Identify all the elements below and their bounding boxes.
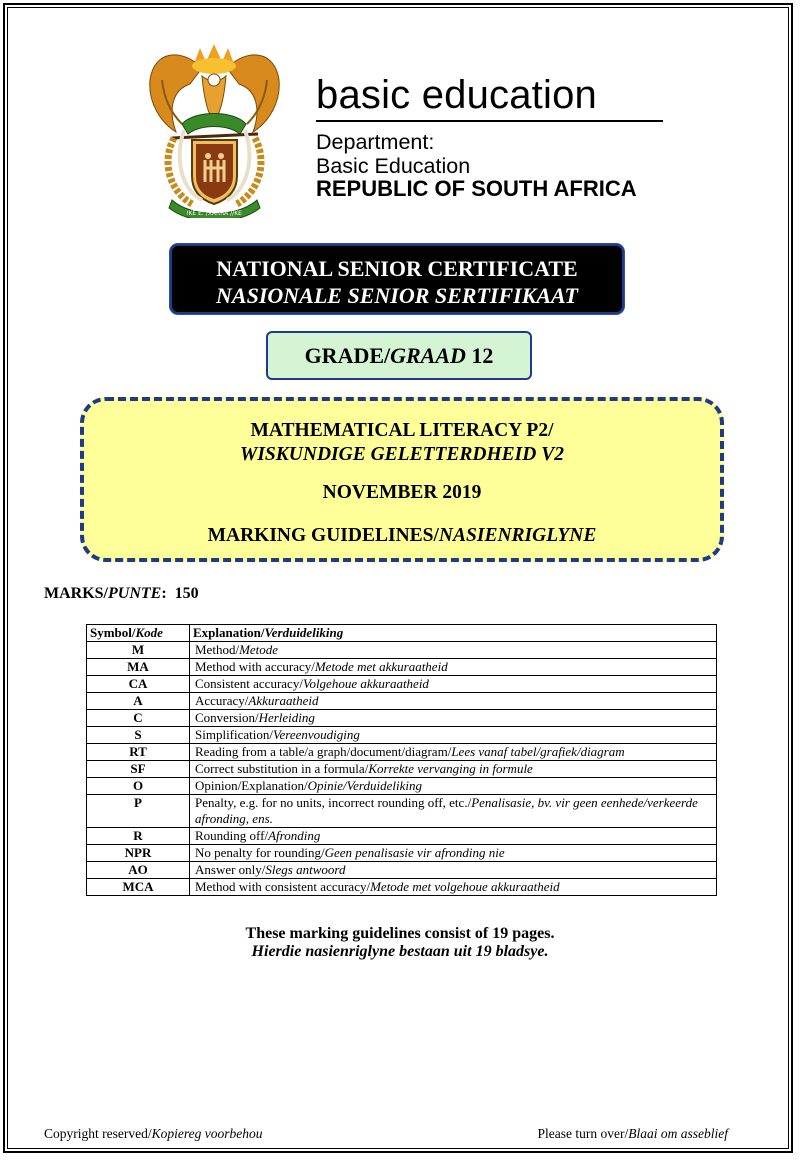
code-symbol: M xyxy=(87,642,190,659)
code-explanation xyxy=(190,828,717,845)
grade-af: GRAAD xyxy=(390,343,466,368)
header-explanation xyxy=(190,625,717,642)
footer-copyright xyxy=(44,1126,262,1142)
footer-left-en: Copyright reserved/ xyxy=(44,1126,152,1141)
table-row xyxy=(87,744,717,761)
code-explanation-en: Conversion/ xyxy=(195,710,259,725)
marks-value: 150 xyxy=(174,585,199,602)
table-row xyxy=(87,862,717,879)
code-explanation xyxy=(190,642,717,659)
code-explanation-en: Rounding off/ xyxy=(195,828,269,843)
department-line-1: Department: xyxy=(316,130,435,154)
page-count-en: These marking guidelines consist of 19 pages. xyxy=(245,925,555,942)
exam-date: NOVEMBER 2019 xyxy=(322,482,482,503)
subject-box xyxy=(80,397,724,562)
table-row xyxy=(87,676,717,693)
code-explanation-en: Accuracy/ xyxy=(195,693,249,708)
page-count-af: Hierdie nasienriglyne bestaan uit 19 bladsye. xyxy=(251,943,549,960)
code-explanation-af: Slegs antwoord xyxy=(265,862,346,877)
code-explanation xyxy=(190,727,717,744)
code-explanation-en: Method with consistent accuracy/ xyxy=(195,879,371,894)
table-row xyxy=(87,659,717,676)
subject-title-af: WISKUNDIGE GELETTERDHEID V2 xyxy=(240,444,564,465)
header-expl-af: Verduideliking xyxy=(264,625,344,640)
table-header-row xyxy=(87,625,717,642)
code-explanation-en: No penalty for rounding/ xyxy=(195,845,325,860)
department-line-3: REPUBLIC OF SOUTH AFRICA xyxy=(316,176,637,201)
code-symbol: S xyxy=(87,727,190,744)
table-row xyxy=(87,642,717,659)
code-explanation-af: Opinie/Verduideliking xyxy=(307,778,422,793)
table-row xyxy=(87,879,717,896)
certificate-title-af: NASIONALE SENIOR SERTIFIKAAT xyxy=(216,283,578,308)
code-explanation xyxy=(190,676,717,693)
department-heading: basic education xyxy=(316,73,597,117)
code-symbol: A xyxy=(87,693,190,710)
marking-codes-table xyxy=(86,624,717,896)
guidelines-en: MARKING GUIDELINES/ xyxy=(207,525,439,546)
table-row xyxy=(87,710,717,727)
marks-label-af: PUNTE xyxy=(108,585,162,602)
table-row xyxy=(87,727,717,744)
code-explanation-af: Herleiding xyxy=(258,710,315,725)
header-symbol xyxy=(87,625,190,642)
code-symbol: R xyxy=(87,828,190,845)
code-symbol: C xyxy=(87,710,190,727)
code-explanation xyxy=(190,795,717,828)
code-explanation-af: Geen penalisasie vir afronding nie xyxy=(324,845,505,860)
footer-right-en: Please turn over/ xyxy=(537,1126,629,1141)
code-explanation xyxy=(190,710,717,727)
marks-total: MARKS/PUNTE: 150 xyxy=(44,585,199,602)
table-row xyxy=(87,778,717,795)
code-explanation xyxy=(190,879,717,896)
header-symbol-en: Symbol/ xyxy=(90,625,136,640)
code-symbol: MA xyxy=(87,659,190,676)
code-explanation xyxy=(190,845,717,862)
marking-guidelines-title xyxy=(84,524,720,548)
svg-text:!KE E: /XARRA //KE: !KE E: /XARRA //KE xyxy=(186,210,242,217)
header-expl-en: Explanation/ xyxy=(193,625,265,640)
certificate-title-en: NATIONAL SENIOR CERTIFICATE xyxy=(216,256,578,281)
table-row xyxy=(87,693,717,710)
code-explanation-af: Akkuraatheid xyxy=(248,693,319,708)
table-row xyxy=(87,845,717,862)
table-row xyxy=(87,761,717,778)
code-explanation-af: Vereenvoudiging xyxy=(273,727,360,742)
code-explanation-en: Answer only/ xyxy=(195,862,266,877)
code-explanation-en: Method/ xyxy=(195,642,240,657)
code-explanation-en: Simplification/ xyxy=(195,727,273,742)
grade-box xyxy=(266,331,532,380)
department-rule xyxy=(316,120,663,122)
code-explanation-en: Opinion/Explanation/ xyxy=(195,778,308,793)
code-explanation xyxy=(190,778,717,795)
subject-title-en: MATHEMATICAL LITERACY P2/ xyxy=(250,420,554,441)
code-explanation-af: Metode xyxy=(239,642,279,657)
code-explanation-af: Afronding xyxy=(268,828,321,843)
code-symbol: SF xyxy=(87,761,190,778)
department-line-2: Basic Education xyxy=(316,154,471,178)
code-symbol: NPR xyxy=(87,845,190,862)
code-explanation-af: Penalisasie, bv. vir geen eenhede/verkeerde afronding, ens. xyxy=(195,795,698,826)
code-explanation-af: Korrekte vervanging in formule xyxy=(368,761,533,776)
code-symbol: AO xyxy=(87,862,190,879)
grade-prefix: GRADE/ xyxy=(304,343,391,368)
guidelines-af: NASIENRIGLYNE xyxy=(438,525,597,546)
code-explanation-en: Penalty, e.g. for no units, incorrect rounding off, etc./ xyxy=(195,795,472,810)
code-explanation xyxy=(190,693,717,710)
code-explanation-af: Lees vanaf tabel/grafiek/diagram xyxy=(451,744,625,759)
header-symbol-af: Kode xyxy=(135,625,163,640)
code-explanation-en: Method with accuracy/ xyxy=(195,659,315,674)
code-symbol: CA xyxy=(87,676,190,693)
code-explanation xyxy=(190,862,717,879)
code-symbol: P xyxy=(87,795,190,828)
code-symbol: O xyxy=(87,778,190,795)
code-explanation-af: Metode met akkuraatheid xyxy=(314,659,448,674)
grade-number: 12 xyxy=(471,343,494,368)
code-explanation xyxy=(190,744,717,761)
marks-label-en: MARKS/ xyxy=(44,585,108,602)
code-explanation-en: Consistent accuracy/ xyxy=(195,676,303,691)
coat-of-arms-logo xyxy=(142,40,287,218)
footer-left-af: Kopiereg voorbehou xyxy=(151,1126,263,1141)
code-symbol: MCA xyxy=(87,879,190,896)
code-symbol: RT xyxy=(87,744,190,761)
code-explanation-en: Correct substitution in a formula/ xyxy=(195,761,369,776)
code-explanation-af: Metode met volgehoue akkuraatheid xyxy=(370,879,560,894)
footer-turn-over xyxy=(538,1126,728,1142)
certificate-box xyxy=(170,244,624,314)
code-explanation xyxy=(190,659,717,676)
table-row xyxy=(87,828,717,845)
code-explanation xyxy=(190,761,717,778)
table-row xyxy=(87,795,717,828)
code-explanation-af: Volgehoue akkuraatheid xyxy=(302,676,429,691)
footer-right-af: Blaai om asseblief xyxy=(628,1126,728,1141)
code-explanation-en: Reading from a table/a graph/document/diagram/ xyxy=(195,744,452,759)
